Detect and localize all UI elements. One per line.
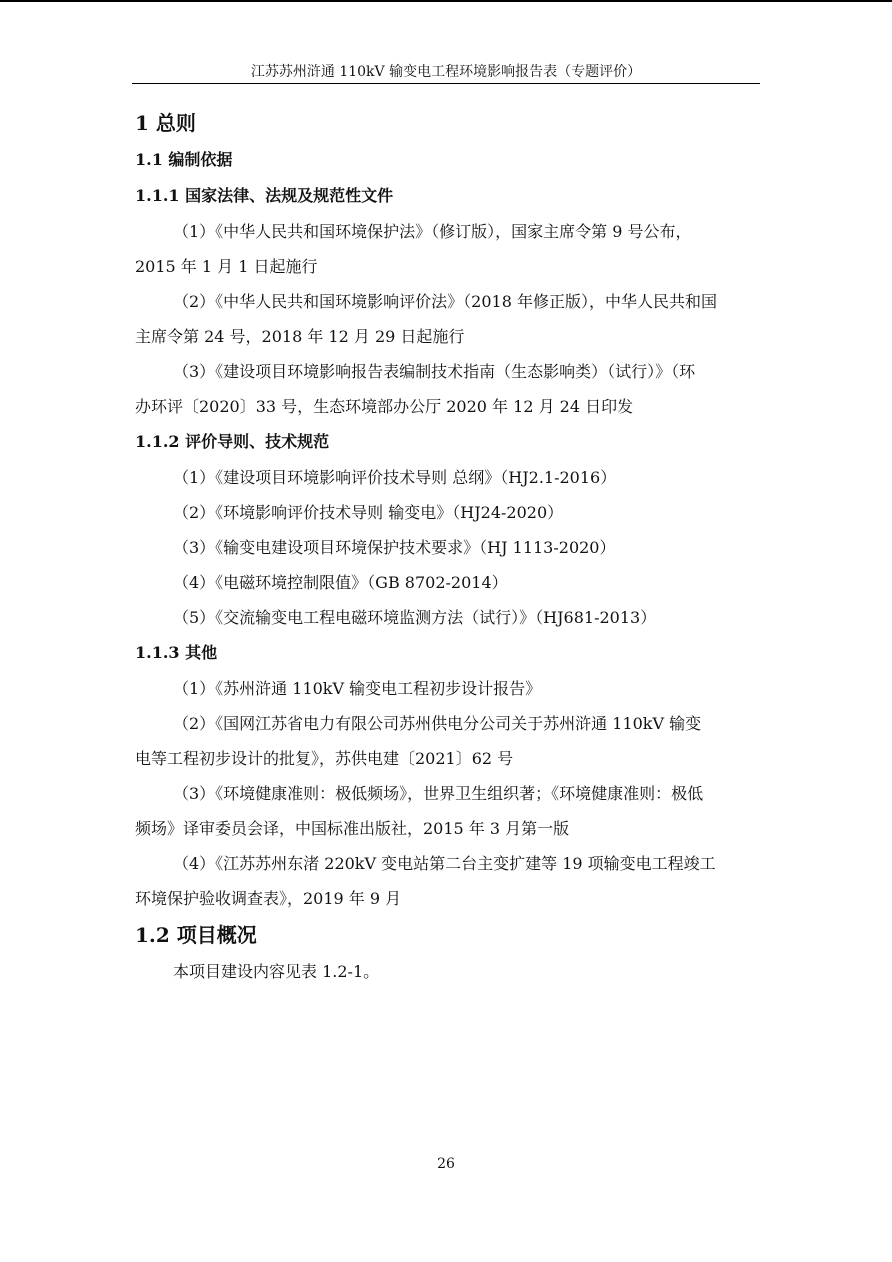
section-title-1-1: 1.1 编制依据 xyxy=(135,150,233,169)
paragraph xyxy=(135,214,760,284)
paragraph-line: （4）《江苏苏州东渚 220kV 变电站第二台主变扩建等 19 项输变电工程竣工 xyxy=(173,854,716,873)
paragraph-line: （1）《中华人民共和国环境保护法》（修订版），国家主席令第 9 号公布， xyxy=(173,222,692,241)
top-border xyxy=(0,0,892,2)
section-title-1: 1 总则 xyxy=(135,111,196,135)
paragraph-line: （2）《中华人民共和国环境影响评价法》（2018 年修正版），中华人民共和国 xyxy=(173,292,717,311)
header-rule xyxy=(132,83,760,84)
list-item: （5）《交流输变电工程电磁环境监测方法（试行）》（HJ681-2013） xyxy=(173,608,657,627)
section-title-1-1-1: 1.1.1 国家法律、法规及规范性文件 xyxy=(135,186,394,205)
paragraph xyxy=(135,846,760,916)
list-item: （1）《苏州浒通 110kV 输变电工程初步设计报告》 xyxy=(173,679,542,698)
paragraph xyxy=(135,354,760,424)
paragraph xyxy=(135,706,760,776)
list-item: （3）《输变电建设项目环境保护技术要求》（HJ 1113-2020） xyxy=(173,538,616,557)
list-item: （1）《建设项目环境影响评价技术导则 总纲》（HJ2.1-2016） xyxy=(173,468,617,487)
paragraph xyxy=(135,284,760,354)
page-number: 26 xyxy=(437,1156,455,1172)
paragraph-line: 2015 年 1 月 1 日起施行 xyxy=(135,257,318,276)
section-title-1-2: 1.2 项目概况 xyxy=(135,923,257,947)
page-header: 江苏苏州浒通 110kV 输变电工程环境影响报告表（专题评价） xyxy=(250,64,642,80)
paragraph-line: 办环评〔2020〕33 号，生态环境部办公厅 2020 年 12 月 24 日印发 xyxy=(135,397,634,416)
paragraph-line: 主席令第 24 号，2018 年 12 月 29 日起施行 xyxy=(135,327,465,346)
paragraph-line: 电等工程初步设计的批复》，苏供电建〔2021〕62 号 xyxy=(135,749,514,768)
paragraph-line: （2）《国网江苏省电力有限公司苏州供电分公司关于苏州浒通 110kV 输变 xyxy=(173,714,702,733)
paragraph-line: 频场》译审委员会译，中国标准出版社，2015 年 3 月第一版 xyxy=(135,819,570,838)
paragraph xyxy=(135,776,760,846)
section-title-1-1-3: 1.1.3 其他 xyxy=(135,643,218,662)
list-item: （2）《环境影响评价技术导则 输变电》（HJ24-2020） xyxy=(173,503,564,522)
paragraph: 本项目建设内容见表 1.2-1。 xyxy=(173,962,380,981)
document-body xyxy=(135,104,760,989)
list-item: （4）《电磁环境控制限值》（GB 8702-2014） xyxy=(173,573,508,592)
paragraph-line: （3）《环境健康准则：极低频场》，世界卫生组织著；《环境健康准则：极低 xyxy=(173,784,704,803)
section-title-1-1-2: 1.1.2 评价导则、技术规范 xyxy=(135,432,330,451)
paragraph-line: 环境保护验收调查表》，2019 年 9 月 xyxy=(135,889,402,908)
paragraph-line: （3）《建设项目环境影响报告表编制技术指南（生态影响类）（试行）》（环 xyxy=(173,362,696,381)
